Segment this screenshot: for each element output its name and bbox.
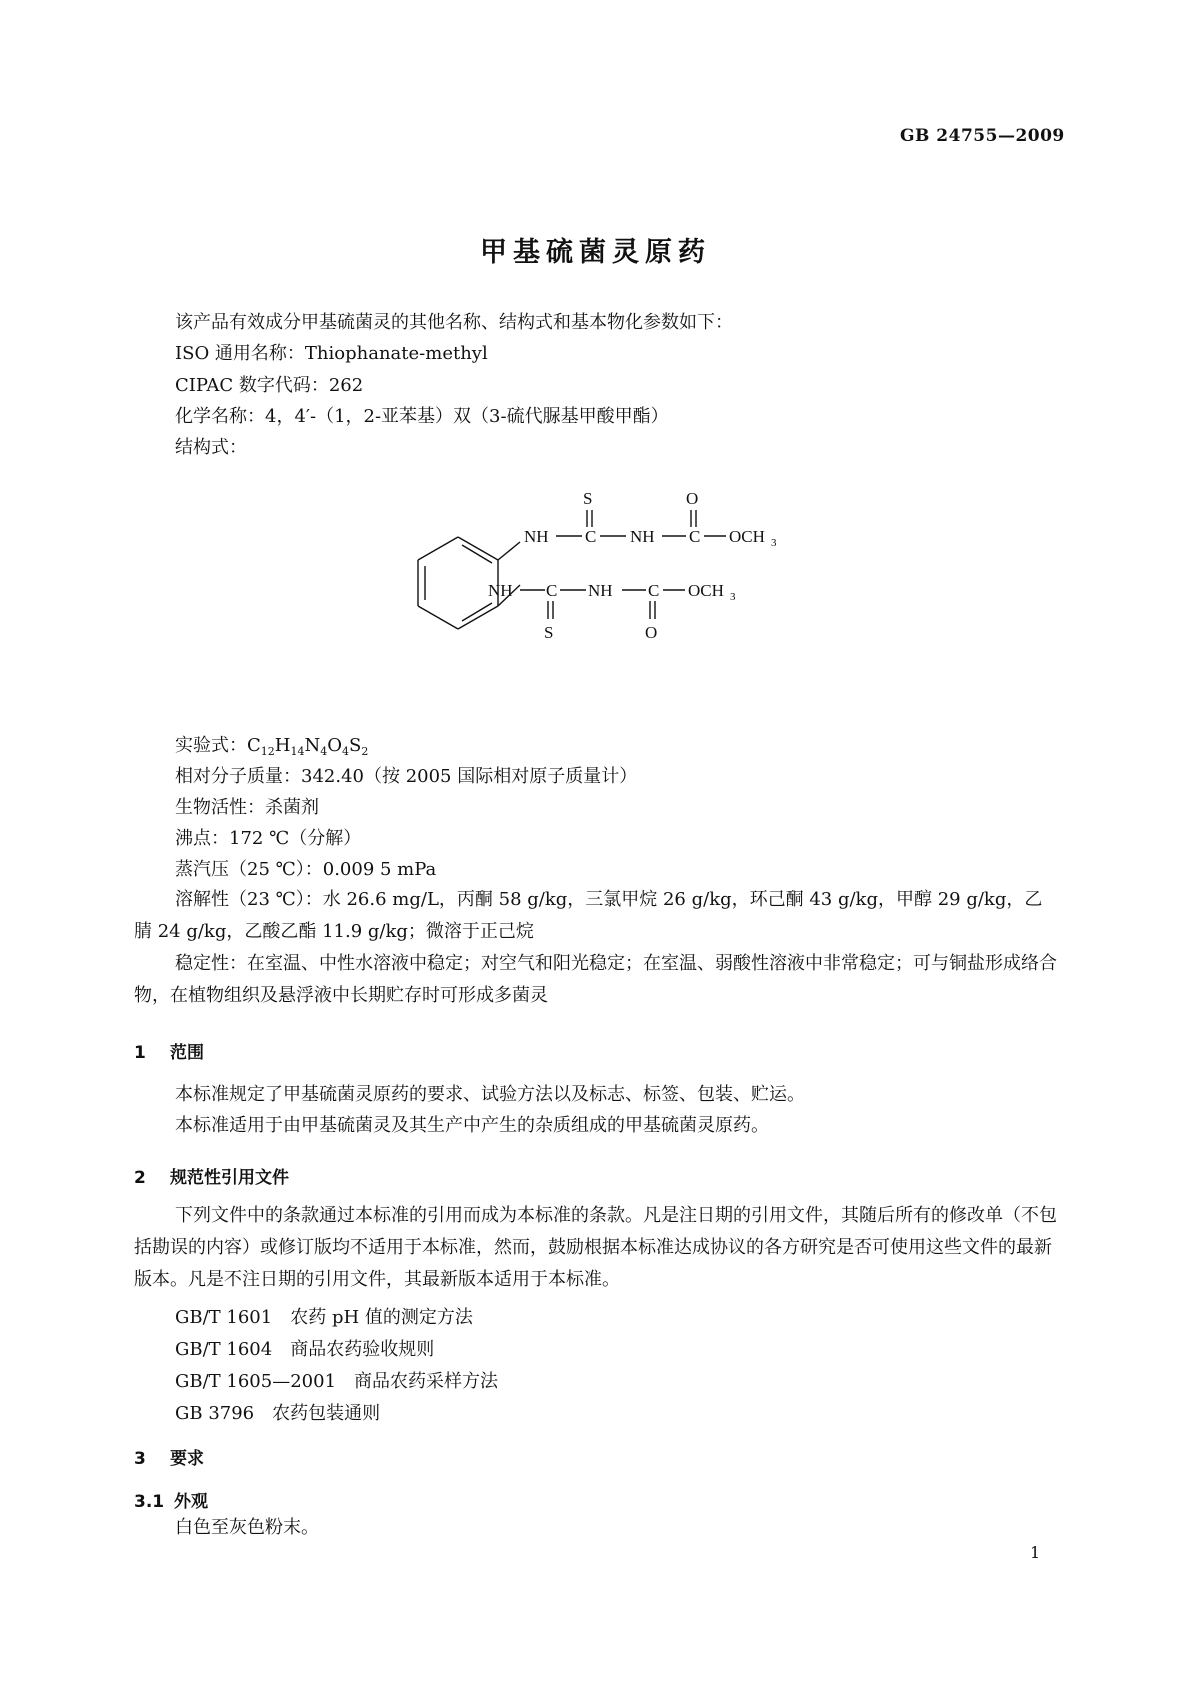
iso-name: ISO 通用名称：Thiophanate-methyl <box>175 343 488 364</box>
reference-item: GB/T 1601 农药 pH 值的测定方法 <box>175 1307 473 1328</box>
boiling-point: 沸点：172 ℃（分解） <box>175 828 362 849</box>
nh-label: NH <box>588 581 613 600</box>
empirical-formula: 实验式：$C_{12}H_{14}N_4O_4S_2$ <box>175 735 369 758</box>
subscript-3: 3 <box>771 537 777 549</box>
solubility: 溶解性（23 ℃）：水 26.6 mg/L，丙酮 58 g/kg，三氯甲烷 26 g/kg，环己酮 43 g/kg，甲醇 29 g/kg，乙腈 24 g/kg，乙酸乙酯 11.9 g/kg；微溶于正己烷 <box>134 889 1043 942</box>
c-label: C <box>546 581 558 600</box>
c-label: C <box>648 581 660 600</box>
subscript-3: 3 <box>730 591 736 603</box>
o-label: O <box>686 489 699 508</box>
standard-code: GB 24755—2009 <box>900 126 1065 146</box>
o-label: O <box>645 623 658 642</box>
molecular-mass: 相对分子质量：342.40（按 2005 国际相对原子质量计） <box>175 766 638 787</box>
nh-label: NH <box>488 581 513 600</box>
section-1-para-1: 本标准规定了甲基硫菌灵原药的要求、试验方法以及标志、标签、包装、贮运。 <box>175 1084 805 1105</box>
och-label: OCH <box>729 527 765 546</box>
structure-label: 结构式： <box>175 437 247 458</box>
reference-item: GB 3796 农药包装通则 <box>175 1403 381 1424</box>
reference-item: GB/T 1605—2001 商品农药采样方法 <box>175 1371 499 1392</box>
page-number: 1 <box>1030 1543 1041 1562</box>
section-3-1-heading: 3.1 外观 <box>134 1492 208 1512</box>
nh-label: NH <box>630 527 655 546</box>
cipac-code: CIPAC 数字代码：262 <box>175 375 364 396</box>
bioactivity: 生物活性：杀菌剂 <box>175 797 319 818</box>
section-3-1-text: 白色至灰色粉末。 <box>175 1517 319 1538</box>
chemical-name: 化学名称：4，4′-（1，2-亚苯基）双（3-硫代脲基甲酸甲酯） <box>175 406 669 427</box>
s-label: S <box>544 623 554 642</box>
upper-chain <box>498 489 777 560</box>
vapor-pressure: 蒸汽压（25 ℃）：0.009 5 mPa <box>175 859 437 880</box>
stability: 稳定性：在室温、中性水溶液中稳定；对空气和阳光稳定；在室温、弱酸性溶液中非常稳定；可与铜盐形成络合物，在植物组织及悬浮液中长期贮存时可形成多菌灵 <box>134 953 1057 1006</box>
section-2-para-1: 下列文件中的条款通过本标准的引用而成为本标准的条款。凡是注日期的引用文件，其随后所有的修改单（不包括勘误的内容）或修订版均不适用于本标准，然而，鼓励根据本标准达成协议的各方研究是否可使用这些文件的最新版本。凡是不注日期的引用文件，其最新版本适用于本标准。 <box>134 1205 1057 1290</box>
lower-chain <box>488 581 736 642</box>
page-title: 甲基硫菌灵原药 <box>480 237 711 268</box>
s-label: S <box>583 489 593 508</box>
och-label: OCH <box>688 581 724 600</box>
section-1-heading: 1 范围 <box>134 1043 204 1063</box>
nh-label: NH <box>524 527 549 546</box>
reference-item: GB/T 1604 商品农药验收规则 <box>175 1339 435 1360</box>
section-2-heading: 2 规范性引用文件 <box>134 1168 289 1188</box>
section-1-para-2: 本标准适用于由甲基硫菌灵及其生产中产生的杂质组成的甲基硫菌灵原药。 <box>175 1115 769 1136</box>
c-label: C <box>585 527 597 546</box>
intro-text: 该产品有效成分甲基硫菌灵的其他名称、结构式和基本物化参数如下： <box>175 312 733 333</box>
c-label: C <box>689 527 701 546</box>
benzene-ring <box>418 537 498 629</box>
structural-formula <box>380 470 820 700</box>
section-3-heading: 3 要求 <box>134 1449 204 1469</box>
